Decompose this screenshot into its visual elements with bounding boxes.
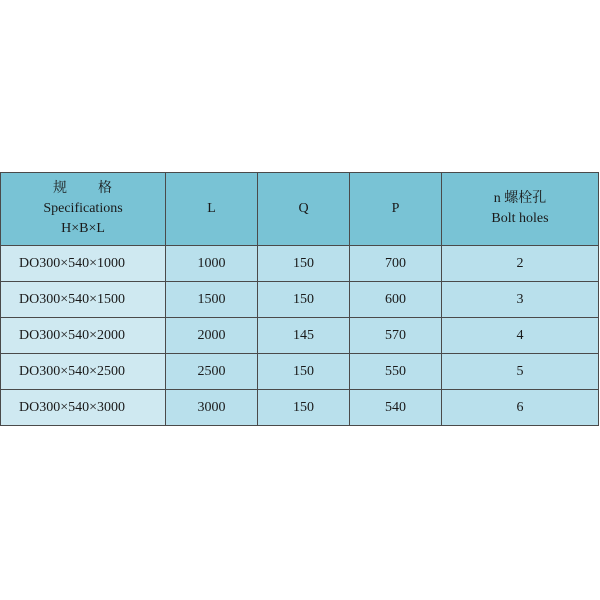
cell-spec: DO300×540×2500 xyxy=(1,354,166,390)
header-holes-chinese: n 螺栓孔 xyxy=(493,191,547,206)
table-body xyxy=(1,246,599,426)
cell-q: 150 xyxy=(258,246,350,282)
cell-n: 5 xyxy=(442,354,599,390)
header-specifications xyxy=(1,173,166,246)
cell-l: 2500 xyxy=(166,354,258,390)
cell-l: 1000 xyxy=(166,246,258,282)
cell-q: 150 xyxy=(258,390,350,426)
cell-n: 3 xyxy=(442,282,599,318)
table-row xyxy=(1,354,599,390)
table-header xyxy=(1,173,599,246)
cell-q: 145 xyxy=(258,318,350,354)
cell-spec: DO300×540×3000 xyxy=(1,390,166,426)
cell-q: 150 xyxy=(258,354,350,390)
table-row xyxy=(1,390,599,426)
cell-l: 2000 xyxy=(166,318,258,354)
cell-n: 6 xyxy=(442,390,599,426)
header-bolt-holes xyxy=(442,173,599,246)
header-p: P xyxy=(350,173,442,246)
cell-spec: DO300×540×2000 xyxy=(1,318,166,354)
header-q: Q xyxy=(258,173,350,246)
cell-l: 3000 xyxy=(166,390,258,426)
cell-spec: DO300×540×1000 xyxy=(1,246,166,282)
cell-p: 540 xyxy=(350,390,442,426)
table-row xyxy=(1,246,599,282)
cell-n: 2 xyxy=(442,246,599,282)
cell-p: 700 xyxy=(350,246,442,282)
header-spec-chinese: 规 格 xyxy=(53,181,113,196)
cell-p: 600 xyxy=(350,282,442,318)
specifications-table xyxy=(0,172,599,426)
cell-n: 4 xyxy=(442,318,599,354)
table-row xyxy=(1,318,599,354)
header-row xyxy=(1,173,599,246)
cell-q: 150 xyxy=(258,282,350,318)
cell-p: 550 xyxy=(350,354,442,390)
cell-spec: DO300×540×1500 xyxy=(1,282,166,318)
header-holes-english: Bolt holes xyxy=(491,211,549,226)
cell-p: 570 xyxy=(350,318,442,354)
header-spec-english: Specifications xyxy=(43,201,123,216)
table-row xyxy=(1,282,599,318)
header-spec-dimensions: H×B×L xyxy=(61,221,105,236)
header-l: L xyxy=(166,173,258,246)
cell-l: 1500 xyxy=(166,282,258,318)
